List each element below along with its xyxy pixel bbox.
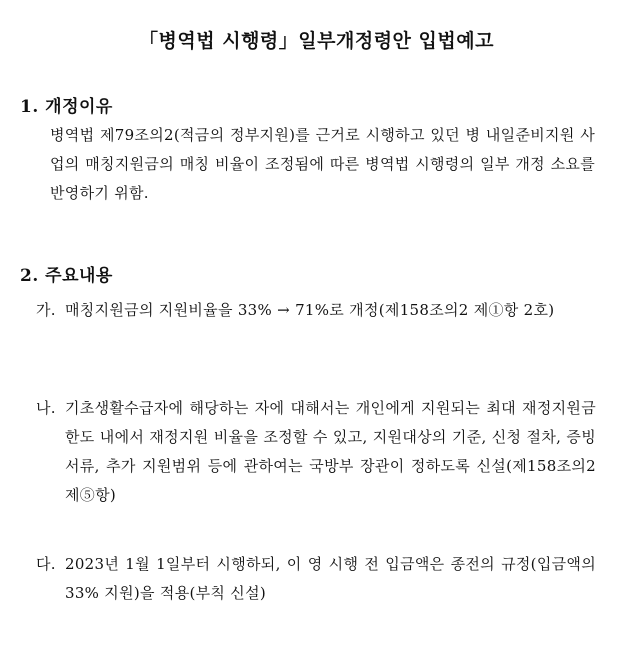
section-heading-main-content: 2. 주요내용 bbox=[20, 266, 113, 286]
list-item-text: 매칭지원금의 지원비율을 33% → 71%로 개정(제158조의2 제①항 2호) bbox=[65, 301, 555, 319]
list-item-marker: 다. bbox=[36, 555, 56, 573]
section-heading-reason: 1. 개정이유 bbox=[20, 97, 113, 117]
list-item-da bbox=[36, 550, 596, 608]
list-item-text: 기초생활수급자에 해당하는 자에 대해서는 개인에게 지원되는 최대 재정지원금 한도 내에서 재정지원 비율을 조정할 수 있고, 지원대상의 기준, 신청 절차, 증빙서류, 추가 지원범위 등에 관하여는 국방부 장관이 정하도록 신설(제158조의2 제⑤항) bbox=[65, 399, 596, 504]
list-item-marker: 가. bbox=[36, 301, 56, 319]
list-item-na bbox=[36, 394, 596, 510]
list-item-marker: 나. bbox=[36, 399, 56, 417]
document-title: 「병역법 시행령」일부개정령안 입법예고 bbox=[139, 30, 494, 52]
list-item-ga bbox=[36, 296, 596, 325]
list-item-text: 2023년 1월 1일부터 시행하되, 이 영 시행 전 입금액은 종전의 규정(입금액의 33% 지원)을 적용(부칙 신설) bbox=[65, 555, 596, 602]
reason-paragraph: 병역법 제79조의2(적금의 정부지원)를 근거로 시행하고 있던 병 내일준비지원 사업의 매칭지원금의 매칭 비율이 조정됨에 따른 병역법 시행령의 일부 개정 소요를 반영하기 위함. bbox=[50, 126, 595, 202]
